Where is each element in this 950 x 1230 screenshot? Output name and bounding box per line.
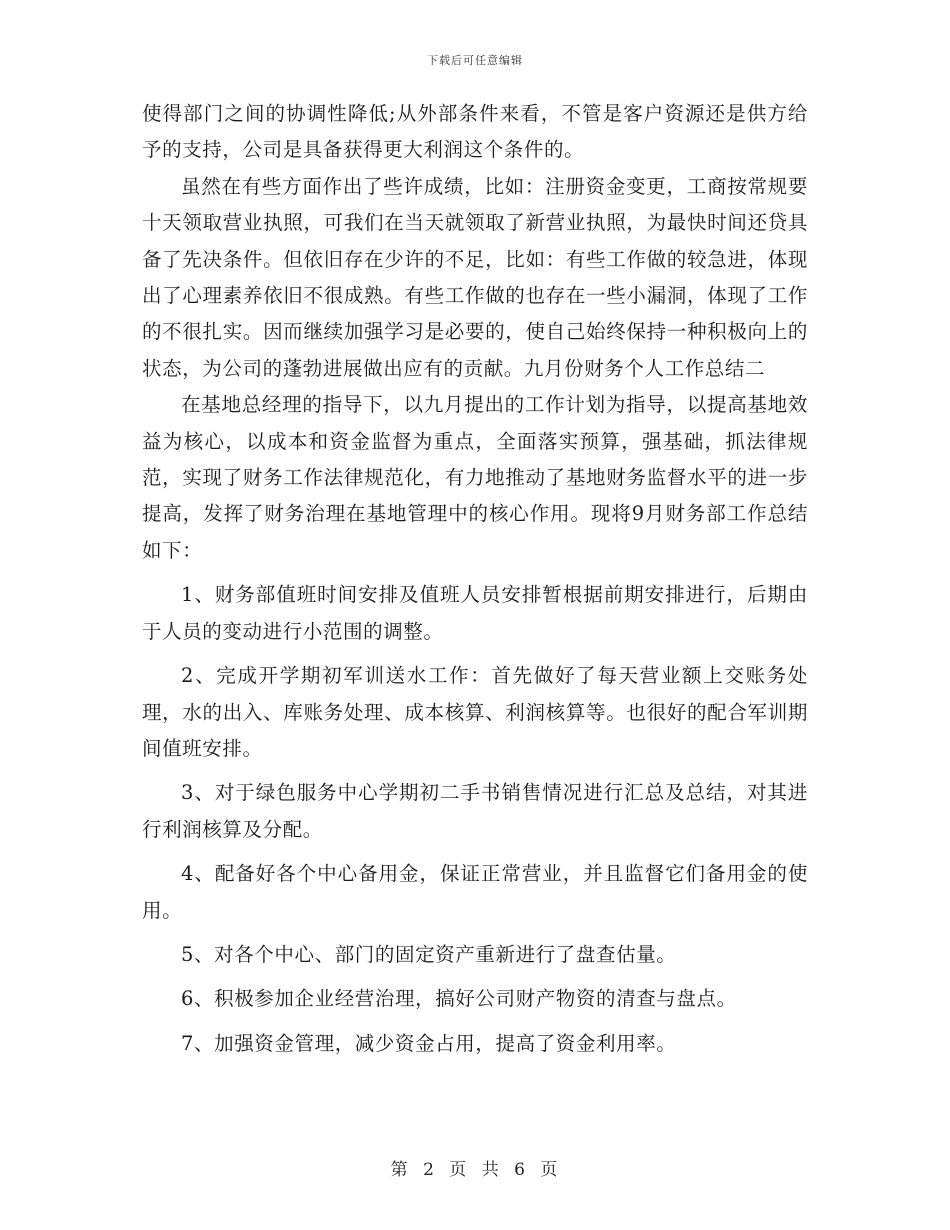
page-header: 下载后可任意编辑: [427, 54, 523, 67]
list-item-7: 7、加强资金管理，减少资金占用，提高了资金利用率。: [181, 1031, 677, 1055]
page-footer: 第 2 页 共 6 页: [390, 1160, 560, 1180]
list-item-1: 1、财务部值班时间安排及值班人员安排暂根据前期安排进行，后期由于人员的变动进行小范围的调整。: [142, 583, 808, 643]
paragraph-1: 使得部门之间的协调性降低;从外部条件来看，不管是客户资源还是供方给予的支持，公司是具备获得更大利润这个条件的。: [142, 102, 808, 162]
paragraph-3: 在基地总经理的指导下，以九月提出的工作计划为指导，以提高基地效益为核心，以成本和资金监督为重点，全面落实预算，强基础，抓法律规范，实现了财务工作法律规范化，有力地推动了基地财务监督水平的进一步提高，发挥了财务治理在基地管理中的核心作用。现将9月财务部工作总结如下：: [142, 393, 808, 562]
list-item-5: 5、对各个中心、部门的固定资产重新进行了盘查估量。: [181, 942, 677, 966]
paragraph-2: 虽然在有些方面作出了些许成绩，比如：注册资金变更，工商按常规要十天领取营业执照，可我们在当天就领取了新营业执照，为最快时间还贷具备了先决条件。但依旧存在少许的不足，比如：有些工作做的较急进，体现出了心理素养依旧不很成熟。有些工作做的也存在一些小漏洞，体现了工作的不很扎实。因而继续加强学习是必要的，使自己始终保持一种积极向上的状态，为公司的蓬勃进展做出应有的贡献。九月份财务个人工作总结二: [142, 174, 808, 380]
list-item-6: 6、积极参加企业经营治理，搞好公司财产物资的清查与盘点。: [181, 987, 737, 1011]
list-item-3: 3、对于绿色服务中心学期初二手书销售情况进行汇总及总结，对其进行利润核算及分配。: [142, 781, 808, 841]
list-item-2: 2、完成开学期初军训送水工作：首先做好了每天营业额上交账务处理，水的出入、库账务处理、成本核算、利润核算等。也很好的配合军训期间值班安排。: [142, 664, 808, 760]
list-item-4: 4、配备好各个中心备用金，保证正常营业，并且监督它们备用金的使用。: [142, 862, 808, 922]
document-body: [142, 96, 808, 1062]
